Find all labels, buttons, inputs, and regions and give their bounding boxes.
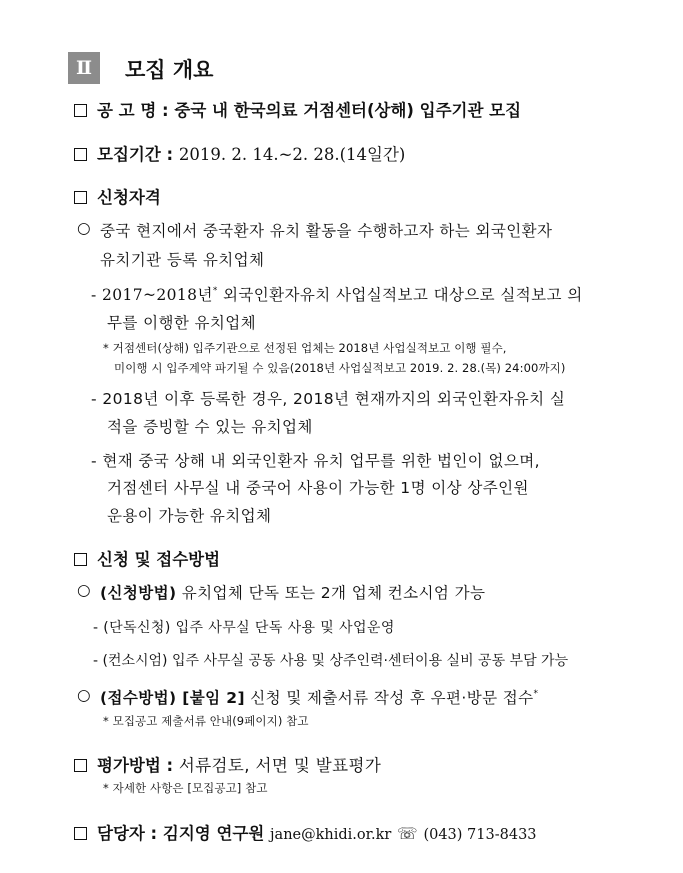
evaluation-note: * 자세한 사항은 [모집공고] 참고 [103, 781, 268, 795]
evaluation-row [74, 752, 381, 776]
checkbox-square-icon [74, 553, 87, 566]
eligibility-heading [74, 184, 161, 208]
checkbox-square-icon [74, 191, 87, 204]
circle-bullet-icon: ○ [77, 581, 91, 599]
eligibility-note1-line2: 미이행 시 입주계약 파기될 수 있음(2018년 사업실적보고 2019. 2. 28.(목) 24:00까지) [114, 361, 566, 375]
evaluation-value: 서류검토, 서면 및 발표평가 [178, 756, 382, 775]
section-title: 모집 개요 [125, 58, 214, 82]
period-label: 모집기간 : [97, 145, 174, 164]
eligibility-sub1-line2: 무를 이행한 유치업체 [107, 314, 257, 332]
eligibility-sub3-line3: 운용이 가능한 유치업체 [107, 507, 272, 525]
evaluation-label: 평가방법 : [97, 756, 174, 775]
contact-phone: (043) 713-8433 [423, 827, 537, 843]
eligibility-note1-line1: * 거점센터(상해) 입주기관으로 선정된 업체는 2018년 사업실적보고 이행 필수, [103, 341, 507, 355]
announcement-row [74, 97, 521, 121]
eligibility-main-line1: 중국 현지에서 중국환자 유치 활동을 수행하고자 하는 외국인환자 [100, 222, 553, 240]
method-label: 신청 및 접수방법 [97, 550, 221, 569]
eligibility-sub1-line1: - 2017~2018년* 외국인환자유치 사업실적보고 대상으로 실적보고 의 [91, 286, 583, 304]
consortium-line: - (컨소시엄) 입주 사무실 공동 사용 및 상주인력·센터이용 실비 공동 부담 가능 [93, 653, 569, 669]
apply-method-line: (신청방법) 유치업체 단독 또는 2개 업체 컨소시엄 가능 [100, 584, 486, 602]
period-row [74, 141, 405, 165]
phone-icon: ☏ [397, 824, 418, 843]
circle-bullet-icon: ○ [77, 686, 91, 704]
announcement-label: 공 고 명 : [97, 101, 169, 120]
eligibility-sub3-line1: - 현재 중국 상해 내 외국인환자 유치 업무를 위한 법인이 없으며, [91, 452, 540, 470]
checkbox-square-icon [74, 759, 87, 772]
receipt-method-line: (접수방법) [붙임 2] 신청 및 제출서류 작성 후 우편·방문 접수* [100, 689, 539, 707]
eligibility-sub2-line1: - 2018년 이후 등록한 경우, 2018년 현재까지의 외국인환자유치 실 [91, 390, 566, 408]
section-number-badge: Ⅱ [68, 52, 100, 84]
checkbox-square-icon [74, 148, 87, 161]
contact-label: 담당자 : 김지영 연구원 [97, 824, 265, 843]
receipt-note: * 모집공고 제출서류 안내(9페이지) 참고 [103, 714, 309, 728]
single-apply-line: - (단독신청) 입주 사무실 단독 사용 및 사업운영 [93, 620, 395, 636]
eligibility-sub2-line2: 적을 증빙할 수 있는 유치업체 [107, 418, 313, 436]
method-heading [74, 546, 220, 570]
checkbox-square-icon [74, 104, 87, 117]
period-value: 2019. 2. 14.~2. 28.(14일간) [178, 145, 406, 164]
contact-row [74, 820, 537, 844]
contact-email: jane@khidi.or.kr [270, 827, 392, 843]
eligibility-main-line2: 유치기관 등록 유치업체 [100, 251, 265, 269]
checkbox-square-icon [74, 827, 87, 840]
announcement-value: 중국 내 한국의료 거점센터(상해) 입주기관 모집 [174, 101, 522, 120]
eligibility-sub3-line2: 거점센터 사무실 내 중국어 사용이 가능한 1명 이상 상주인원 [107, 479, 529, 497]
circle-bullet-icon: ○ [77, 219, 91, 237]
eligibility-label: 신청자격 [97, 188, 161, 207]
